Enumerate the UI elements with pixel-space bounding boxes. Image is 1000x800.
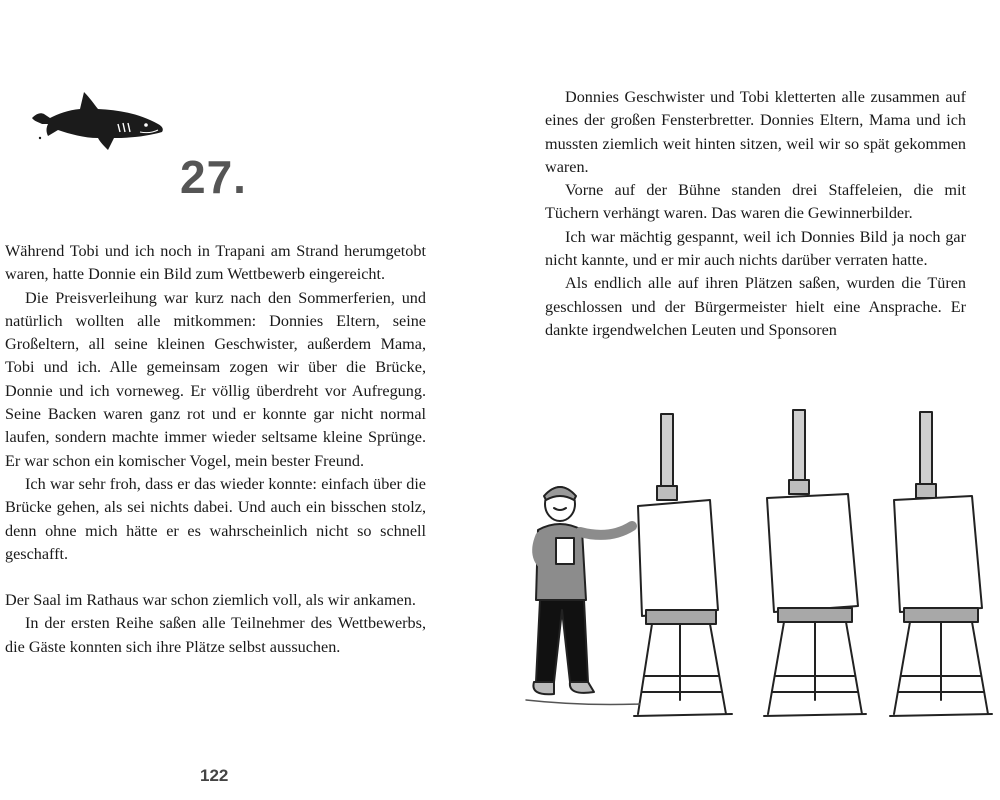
easel-illustration [520,400,1000,760]
paragraph: Ich war sehr froh, dass er das wieder konnte: einfach über die Brücke gehen, als sei nichts dabei. Und auch ein bisschen stolz, denn ohne mich hätte er es wahrscheinlich nicht so schnell geschafft. [5,474,426,563]
easel-1 [634,414,732,716]
paragraph: Als endlich alle auf ihren Plätzen saßen, wurden die Türen geschlossen und der Bürgermeister hielt eine Ansprache. Er dankte irgendwelchen Leuten und Sponsoren [545,274,966,339]
page-number: 122 [200,766,229,785]
chapter-number: 27. [180,151,247,203]
paragraph: Die Preisverleihung war kurz nach den Sommerferien, und natürlich wollten alle mitkommen: Donnies Eltern, seine Großeltern, all seine kleinen Geschwister, außerdem Mama, Tobi und ich. Alle gemeinsam zogen wir über die Brücke, Donnie und ich vorneweg. Er völlig überdreht vor Aufregung. Seine Backen waren ganz rot und er konnte gar nicht normal laufen, sondern machte immer wieder seltsame kleine Sprünge. Er war schon ein komischer Vogel, mein bester Freund. [5,288,426,470]
paragraph: Während Tobi und ich noch in Trapani am Strand herumgetobt waren, hatte Donnie ein Bild zum Wettbewerb eingereicht. [5,242,426,284]
easel-2 [764,410,866,716]
shark-icon [28,88,168,152]
easel-3 [890,412,992,716]
right-page [500,0,1000,800]
paragraph: Der Saal im Rathaus war schon ziemlich voll, als wir ankamen. [5,591,416,610]
right-page-text [545,86,966,342]
boy-figure [533,487,632,694]
paragraph: Vorne auf der Bühne standen drei Staffeleien, die mit Tüchern verhängt waren. Das waren die Gewinnerbilder. [545,181,966,223]
paragraph: Ich war mächtig gespannt, weil ich Donnies Bild ja noch gar nicht kannte, und er mir auch nichts darüber verraten hatte. [545,227,966,270]
left-page-text [5,240,426,659]
paragraph: In der ersten Reihe saßen alle Teilnehmer des Wettbewerbs, die Gäste konnten sich ihre Plätze selbst aussuchen. [5,614,426,656]
paragraph: Donnies Geschwister und Tobi kletterten alle zusammen auf eines der großen Fensterbretter. Donnies Eltern, Mama und ich mussten ziemlich weit hinten sitzen, weil wir so spät gekommen waren. [545,88,966,176]
